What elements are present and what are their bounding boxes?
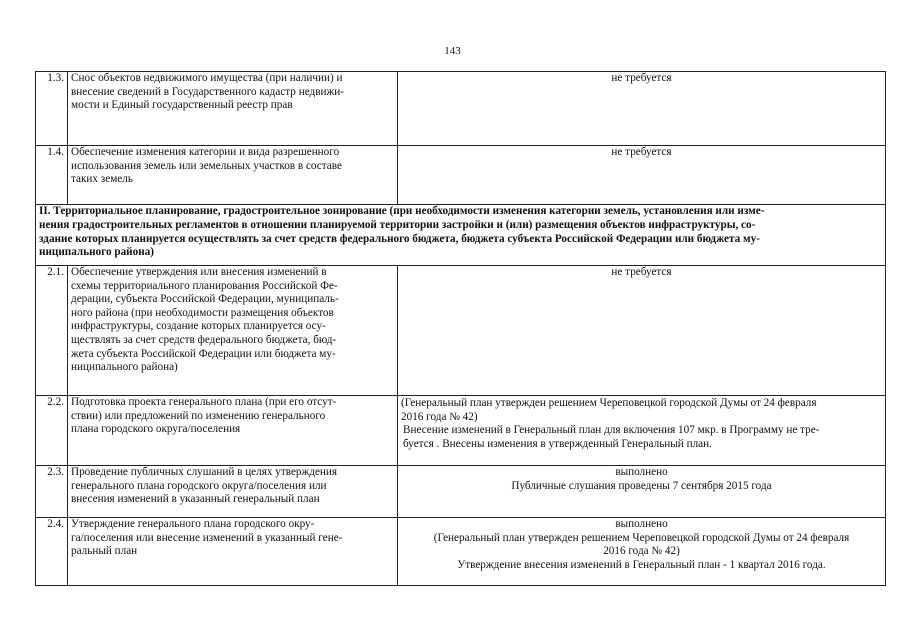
table-row [36,518,886,586]
task-line: использования земель или земельных участков в составе [71,159,342,172]
result-line: выполнено [615,518,668,530]
result-line: не требуется [611,266,672,278]
task-line: Обеспечение изменения категории и вида разрешенного [71,146,340,158]
task-cell [68,396,398,466]
section-header-line: здание которых планируется осуществлять за счет средств федерального бюджета, бюджета субъекта Российской Федерации или бюджета му- [39,232,760,245]
result-cell [398,396,886,466]
result-cell: не требуется [398,146,886,205]
task-line: Подготовка проекта генерального плана (при его отсут- [71,396,337,408]
task-line: ниципального района) [71,361,178,374]
task-line: Утверждение генерального плана городского окру- [71,518,315,530]
result-cell [398,266,886,396]
row-number: 2.3. [36,466,68,518]
row-number: 1.4. [36,146,68,205]
task-cell [68,72,398,146]
task-line: Снос объектов недвижимого имущества (при наличии) и [71,72,343,84]
result-line: 2016 года № 42) [401,410,478,423]
task-cell [68,466,398,518]
task-line: жета субъекта Российской Федерации или бюджета му- [71,347,336,360]
row-number: 2.4. [36,518,68,586]
task-line: плана городского округа/поселения [71,423,241,436]
task-line: внесения изменений в указанный генеральный план [71,493,320,506]
task-line: дерации, субъекта Российской Федерации, муниципаль- [71,293,339,306]
row-number: 1.3. [36,72,68,146]
program-table [35,71,886,586]
result-line: (Генеральный план утвержден решением Череповецкой городской Думы от 24 февраля [401,397,817,409]
result-cell [398,518,886,586]
table-row [36,466,886,518]
task-line: схемы территориального планирования Российской Фе- [71,279,338,292]
result-cell: не требуется [398,72,886,146]
task-cell [68,146,398,205]
result-line: (Генеральный план утвержден решением Череповецкой городской Думы от 24 февраля [433,531,850,544]
result-line: выполнено [615,466,668,478]
task-line: таких земель [71,173,133,186]
row-number: 2.2. [36,396,68,466]
section-header-row [36,205,886,266]
section-header-line: II. Территориальное планирование, градостроительное зонирование (при необходимости изменения категории земель, установления или изме- [39,205,765,217]
section-header-line: ниципального района) [39,246,154,259]
task-line: генерального плана городского округа/поселения или [71,479,327,492]
task-line: Обеспечение утверждения или внесения изменений в [71,266,327,278]
table-row [36,266,886,396]
result-cell [398,466,886,518]
section-header [36,205,886,266]
row-number: 2.1. [36,266,68,396]
task-line: внесение сведений в Государственного кадастр недвижи- [71,85,344,98]
task-line: га/поселения или внесение изменений в указанный гене- [71,531,343,544]
table-row [36,396,886,466]
table-row [36,146,886,205]
task-line: ного района (при необходимости размещения объектов [71,306,334,319]
result-line: Утверждение внесения изменений в Генеральный план - 1 квартал 2016 года. [457,558,826,571]
task-cell [68,518,398,586]
section-header-line: нения градостроительных регламентов в отношении планируемой территории застройки и (или) размещения объектов инфраструктуры, со- [39,218,756,231]
task-line: Проведение публичных слушаний в целях утверждения [71,466,338,478]
result-line: Внесение изменений в Генеральный план для включения 107 мкр. в Программу не тре- [403,424,820,437]
task-line: ствии) или предложений по изменению генерального [71,409,326,422]
task-line: ществлять за счет средств федерального бюджета, бюд- [71,333,337,346]
result-line: Публичные слушания проведены 7 сентября 2015 года [511,479,772,492]
task-line: мости и Единый государственный реестр прав [71,99,293,112]
task-line: ральный план [71,545,138,558]
result-line: 2016 года № 42) [603,545,680,558]
task-cell [68,266,398,396]
page-number: 143 [444,45,461,57]
table-row [36,72,886,146]
task-line: инфраструктуры, создание которых планируется осу- [71,320,326,333]
result-line: буется . Внесены изменения в утвержденный Генеральный план. [403,437,712,450]
